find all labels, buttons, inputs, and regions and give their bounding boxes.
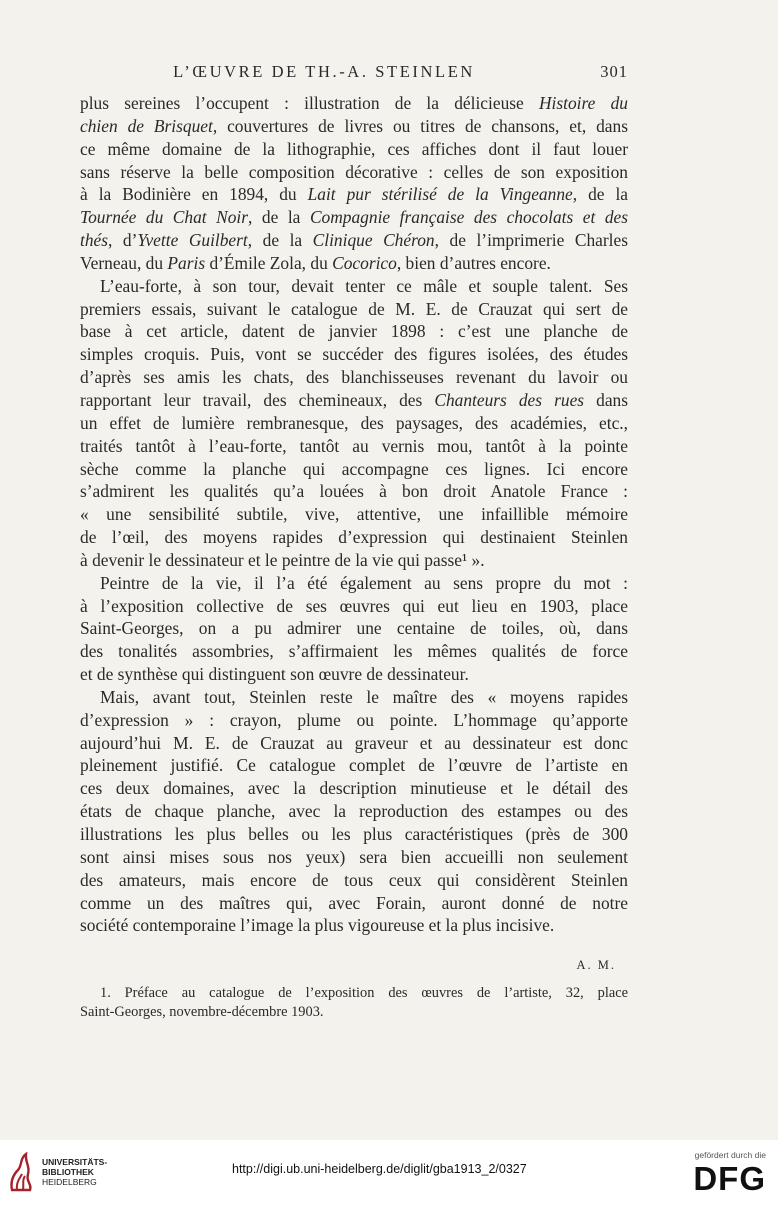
footnote-line: Saint-Georges, novembre-décembre 1903. [80,1004,324,1020]
text-line: L’eau-forte, à son tour, devait tenter ce mâle et souple talent. Ses [100,275,628,296]
text-line: plus sereines l’occupent : illustration de la délicieuse Histoire du [80,93,628,113]
text-line: illustrations les plus belles ou les plus caractéristiques (près de 300 [80,824,628,844]
text-line: états de chaque planche, avec la reproduction des estampes ou des [80,801,628,822]
text-line: à devenir le dessinateur et le peintre de la vie qui passe¹ ». [80,549,485,570]
text-line: Peintre de la vie, il l’a été également au sens propre du mot : [100,572,628,593]
text-line: traités tantôt à l’eau-forte, tantôt au vernis mou, tantôt à la pointe [80,435,628,456]
text-line: base à cet article, datent de janvier 1898 : c’est une planche de [80,321,628,342]
article-body [80,92,628,937]
text-line: d’après ses amis les chats, des blanchisseuses revenant du lavoir ou [80,367,628,388]
text-line: à la Bodinière en 1894, du Lait pur stérilisé de la Vingeanne, de la [80,184,629,205]
text-line: s’admirent les qualités qu’a louées à bon droit Anatole France : [80,481,628,502]
page-header [80,62,628,86]
text-line: et de synthèse qui distinguent son œuvre de dessinateur. [80,664,469,685]
text-line: à l’exposition collective de ses œuvres qui eut lieu en 1903, place [80,595,628,616]
text-line: sont ainsi mises sous nos yeux) sera bien accueilli non seulement [80,846,628,867]
text-line: pleinement justifié. Ce catalogue complet de l’œuvre de l’artiste en [80,755,628,776]
footnote-line: 1. Préface au catalogue de l’exposition des œuvres de l’artiste, 32, place [100,985,628,1001]
text-line: Saint-Georges, on a pu admirer une centaine de toiles, où, dans [80,618,628,639]
text-line: de l’œil, des moyens rapides d’expression qui destinaient Steinlen [80,527,628,548]
text-line: des amateurs, mais encore de tous ceux qui considèrent Steinlen [80,869,628,890]
text-line: « une sensibilité subtile, vive, attentive, une infaillible mémoire [80,504,628,525]
library-name: UNIVERSITÄTS- BIBLIOTHEK HEIDELBERG [42,1157,108,1187]
text-line: des tonalités assombries, s’affirmaient les mêmes qualités de force [80,641,628,662]
digitization-footer [0,1140,778,1205]
text-line: premiers essais, suivant le catalogue de M. E. de Crauzat qui sert de [80,298,628,319]
text-line: chien de Brisquet, couvertures de livres ou titres de chansons, et, dans [80,115,628,136]
text-line: simples croquis. Puis, vont se succéder des figures isolées, des études [80,344,628,365]
text-line: Verneau, du Paris d’Émile Zola, du Cocorico, bien d’autres encore. [80,252,551,273]
text-line: thés, d’Yvette Guilbert, de la Clinique Chéron, de l’imprimerie Charles [80,230,628,251]
page-number: 301 [600,62,628,81]
permalink-url[interactable]: http://digi.ub.uni-heidelberg.de/diglit/gba1913_2/0327 [232,1162,527,1176]
text-line: ces deux domaines, avec la description minutieuse et le détail des [80,778,628,799]
funded-by-label: gefördert durch die [694,1150,766,1160]
text-line: ce même domaine de la lithographie, ces affiches dont il faut louer [80,138,628,159]
text-line: société contemporaine l’image la plus vigoureuse et la plus incisive. [80,915,555,936]
heidelberg-library-logo-icon [8,1152,36,1197]
text-line: d’expression » : crayon, plume ou pointe. L’hommage qu’apporte [80,709,628,730]
running-title: L’ŒUVRE DE TH.-A. STEINLEN [173,62,475,81]
author-signature: A. M. [576,958,616,972]
text-line: comme un des maîtres qui, avec Forain, auront donné de notre [80,892,628,913]
text-line: Tournée du Chat Noir, de la Compagnie française des chocolats et des [80,207,629,228]
text-line: sèche comme la planche qui accompagne ces lignes. Ici encore [80,458,628,479]
text-line: aujourd’hui M. E. de Crauzat au graveur et au dessinateur est donc [80,732,628,753]
text-line: Mais, avant tout, Steinlen reste le maître des « moyens rapides [100,686,628,707]
dfg-logo: DFG [693,1160,766,1197]
text-line: rapportant leur travail, des chemineaux, des Chanteurs des rues dans [80,389,628,410]
text-line: sans réserve la belle composition décorative : celles de son exposition [80,161,628,182]
footnote [80,984,628,1022]
text-line: un effet de lumière rembranesque, des paysages, des académies, etc., [80,412,628,433]
